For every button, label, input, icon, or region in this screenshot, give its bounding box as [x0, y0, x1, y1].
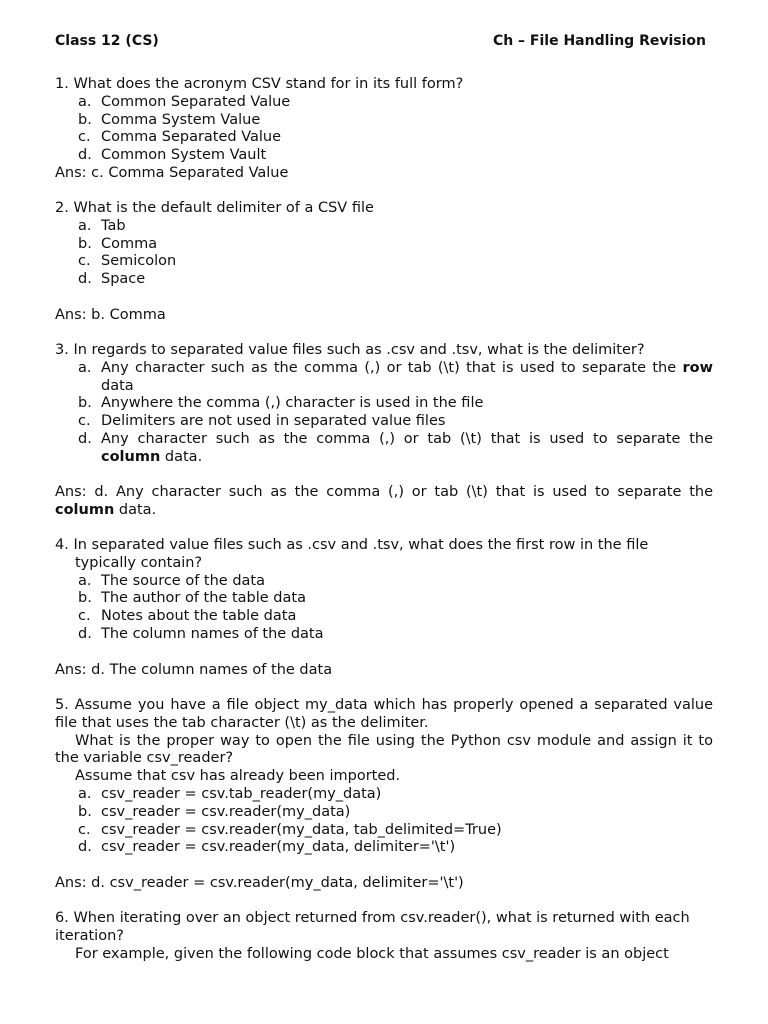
question-text-cont: typically contain? [75, 554, 203, 571]
option-a: a. Any character such as the comma (,) or tab (\t) that is used to separate the row data [78, 359, 713, 394]
question-para-2: For example, given the following code block that assumes csv_reader is an object [75, 945, 669, 962]
answer-4: Ans: d. The column names of the data [55, 662, 333, 678]
option-a: a. Tab [78, 217, 126, 234]
question-4 [55, 537, 713, 644]
option-c: c. Semicolon [78, 253, 177, 270]
answer-5: Ans: d. csv_reader = csv.reader(my_data, delimiter='\t') [55, 875, 464, 891]
option-b: b. Comma System Value [78, 111, 261, 128]
question-para-2: What is the proper way to open the file using the Python csv module and assign it to the variable csv_reader? [55, 732, 713, 767]
option-a: a. The source of the data [78, 572, 265, 589]
question-6 [55, 910, 713, 963]
class-label: Class 12 (CS) [55, 33, 159, 49]
question-text: 6. When iterating over an object returned from csv.reader(), what is returned with each iteration? [55, 910, 690, 944]
question-text: 3. In regards to separated value files such as .csv and .tsv, what is the delimiter? [55, 342, 645, 358]
option-a: a. csv_reader = csv.tab_reader(my_data) [78, 785, 382, 802]
option-a: a. Common Separated Value [78, 93, 291, 110]
option-b: b. The author of the table data [78, 590, 306, 607]
option-c: c. Delimiters are not used in separated value files [78, 413, 446, 430]
option-b: b. Anywhere the comma (,) character is used in the file [78, 395, 484, 412]
question-text: 5. Assume you have a file object my_data which has properly opened a separated value file that uses the tab character (\t) as the delimiter. [55, 697, 713, 731]
question-text: 1. What does the acronym CSV stand for in its full form? [55, 76, 464, 92]
page-header [55, 33, 706, 51]
answer-2: Ans: b. Comma [55, 307, 166, 323]
option-d: d. The column names of the data [78, 625, 324, 642]
option-d: d. Any character such as the comma (,) or tab (\t) that is used to separate the column data. [78, 430, 713, 465]
chapter-title: Ch – File Handling Revision [492, 33, 706, 49]
question-3 [55, 342, 713, 467]
option-c: c. Notes about the table data [78, 608, 297, 625]
question-text: 2. What is the default delimiter of a CSV file [55, 200, 374, 216]
option-c: c. csv_reader = csv.reader(my_data, tab_delimited=True) [78, 821, 502, 838]
question-5 [55, 697, 713, 857]
option-d: d. Common System Vault [78, 147, 267, 164]
answer: Ans: c. Comma Separated Value [55, 164, 289, 181]
question-text: 4. In separated value files such as .csv and .tsv, what does the first row in the file [55, 537, 649, 553]
answer-3: Ans: d. Any character such as the comma (,) or tab (\t) that is used to separate the column data. [55, 484, 713, 518]
option-d: d. csv_reader = csv.reader(my_data, delimiter='\t') [78, 839, 456, 856]
option-b: b. csv_reader = csv.reader(my_data) [78, 803, 351, 820]
question-para-3: Assume that csv has already been imported. [75, 768, 401, 785]
option-b: b. Comma [78, 235, 158, 252]
option-d: d. Space [78, 271, 146, 288]
option-c: c. Comma Separated Value [78, 129, 282, 146]
question-2 [55, 200, 713, 289]
question-1 [55, 76, 713, 183]
